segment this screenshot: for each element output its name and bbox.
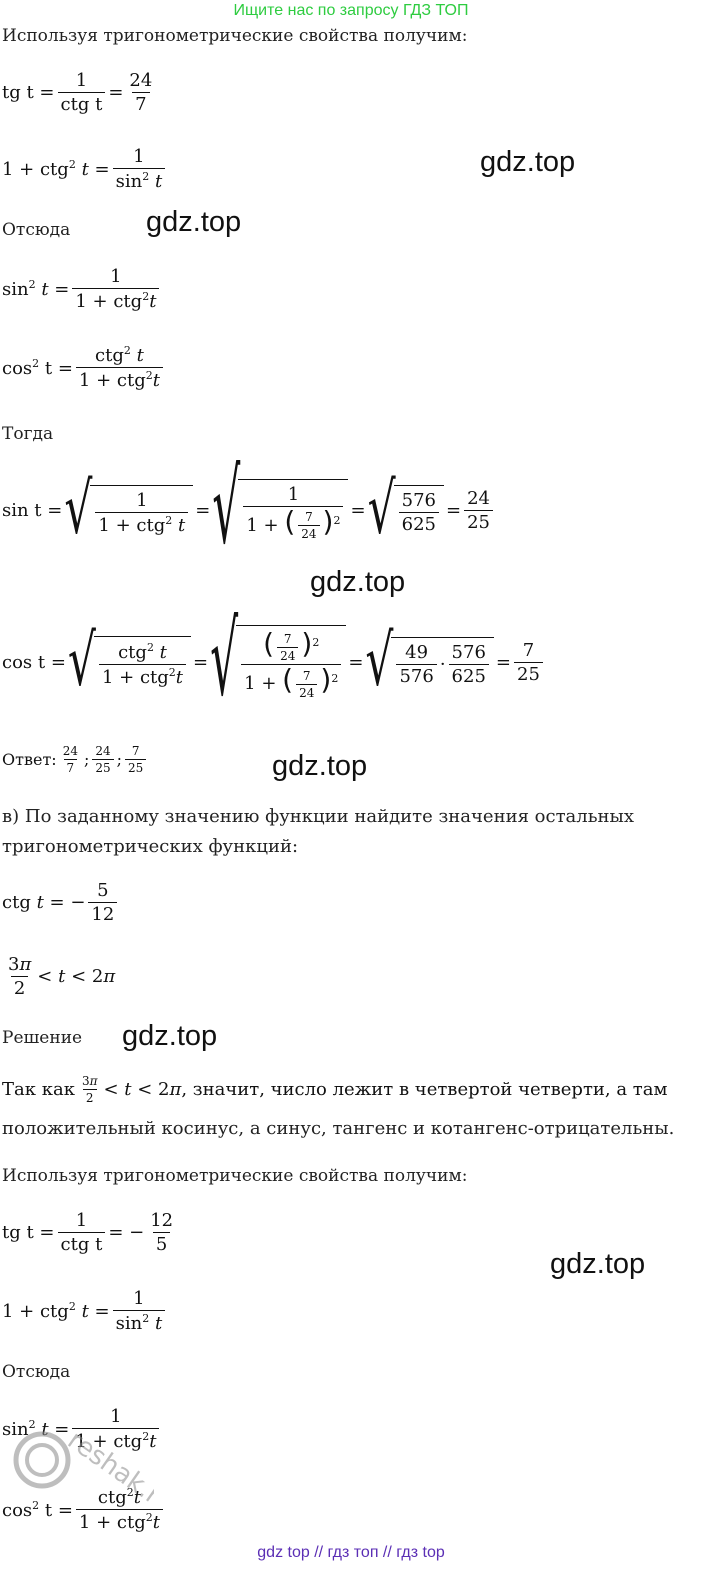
formula-ctg-given: ctg t = − $\frac{5}{12}$: [2, 880, 120, 925]
formula-cos: cos t = √ $\frac{ctg^2 t}{1 + ctg^2t}$ = √ ( $\frac{7}{24}$ )$^2$ 1 + ( $\frac{7}{24}$ )$^2$ = √ $\frac{49}{576}$ · $\frac{576}{625}$ = $\frac{7}{25}$: [2, 606, 546, 718]
intro-text: Используя тригонометрические свойства получим:: [2, 26, 468, 46]
answer-label: Ответ:: [2, 750, 57, 769]
formula-sin: sin t = √ $\frac{1}{1 + ctg^2 t}$ = √ 1 1 + ( $\frac{7}{24}$ )$^2$ = √ $\frac{576}{625}$ = $\frac{24}{25}$: [2, 472, 496, 548]
formula-identity-2: 1 + ctg$^2$ t = $\frac{1}{\sin^2 t}$: [2, 1288, 168, 1334]
watermark: gdz.top: [146, 206, 242, 238]
tak-kak-text: Так как: [2, 1079, 75, 1100]
formula-cos2: $\cos^2 t$ = $\frac{ctg^2 t}{1 + ctg^2t}$: [2, 344, 166, 391]
footer-links[interactable]: gdz top // гдз топ // гдз top: [257, 1544, 445, 1561]
otsyuda-label: Отсюда: [2, 220, 71, 240]
reasoning-line2: положительный косинус, а синус, тангенс и котангенс-отрицательны.: [2, 1118, 675, 1139]
formula-tg-2: tg t = $\frac{1}{\text{ctg t}}$ = − $\frac{12}{5}$: [2, 1210, 174, 1255]
search-banner[interactable]: Ищите нас по запросу ГДЗ ТОП: [233, 2, 469, 19]
intro-text-2: Используя тригонометрические свойства получим:: [2, 1166, 468, 1186]
formula-cos2-2: $\cos^2 t$ = $\frac{ctg^2t}{1 + ctg^2t}$: [2, 1486, 166, 1533]
answer: Ответ: $\frac{24}{7}$ ; $\frac{24}{25}$ ; $\frac{7}{25}$: [2, 744, 149, 775]
copyright-circle-icon: [4, 1400, 154, 1510]
part-v-line2: тригонометрических функций:: [2, 836, 299, 857]
watermark: gdz.top: [480, 146, 576, 178]
togda-label: Тогда: [2, 424, 54, 444]
otsyuda-label-2: Отсюда: [2, 1362, 71, 1382]
formula-interval: $\frac{3\pi}{2}$ < t < 2π: [8, 954, 116, 999]
watermark: gdz.top: [122, 1020, 218, 1052]
formula-tg: tg t = $\frac{1}{\text{ctg t}}$ = $\frac{24}{7}$: [2, 70, 153, 115]
watermark: gdz.top: [550, 1248, 646, 1280]
formula-sin2-2: $\sin^2 t$ = $\frac{1}{1 + ctg^2t}$: [2, 1406, 162, 1452]
reshak-stamp-watermark: [4, 1400, 154, 1510]
reshenie-label: Решение: [2, 1028, 83, 1048]
stamp-text: reshak.ru: [61, 1425, 154, 1510]
reasoning-line1: Так как $\frac{3\pi}{2}$ < t < 2π , значит, число лежит в четвертой четверти, а там: [2, 1074, 668, 1105]
watermark: gdz.top: [310, 566, 406, 598]
part-v-line1: в) По заданному значению функции найдите значения остальных: [2, 806, 634, 827]
watermark: gdz.top: [272, 750, 368, 782]
formula-identity: 1 + ctg$^2$ t = $\frac{1}{\sin^2 t}$: [2, 146, 168, 192]
tak-kak-rest: , значит, число лежит в четвертой четверти, а там: [181, 1079, 668, 1100]
formula-sin2: $\sin^2 t$ = $\frac{1}{1 + ctg^2t}$: [2, 266, 162, 312]
